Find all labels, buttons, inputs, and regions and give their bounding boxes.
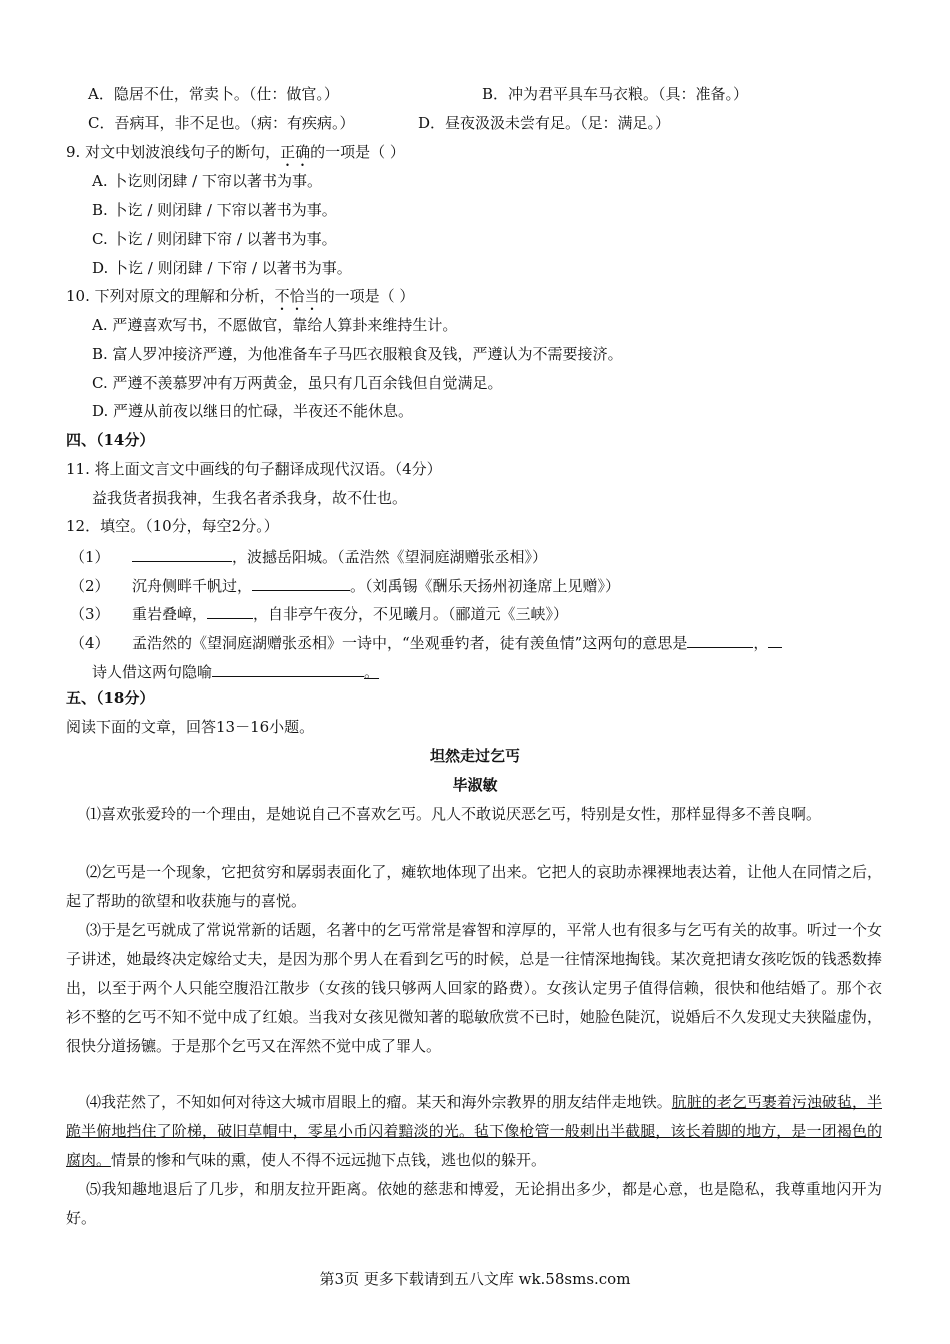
q9-stem bbox=[66, 142, 884, 170]
article-paragraph-4 bbox=[66, 1088, 882, 1175]
fill-blank-4a[interactable] bbox=[687, 631, 753, 648]
fill-text-4-line2-pre: 诗人借这两句隐喻 bbox=[92, 663, 213, 681]
article-paragraph-2: ⑵乞丐是一个现象，它把贫穷和孱弱表面化了，瘫软地体现了出来。它把人的哀助赤裸裸地表达着，让他人在同情之后，起了帮助的欲望和收获施与的喜悦。 bbox=[66, 863, 882, 910]
q8-option-b: B．冲为君平具车马衣粮。（具：准备。） bbox=[482, 85, 749, 103]
fill-text-4-end: 。 bbox=[364, 663, 380, 681]
section5-intro: 阅读下面的文章，回答13－16小题。 bbox=[66, 718, 315, 736]
p4-post: 情景的惨和气味的熏，使人不得不远远抛下点钱，逃也似的躲开。 bbox=[111, 1151, 547, 1169]
fill-blank-1[interactable] bbox=[132, 545, 232, 562]
q11-stem: 11. 将上面文言文中画线的句子翻译成现代汉语。（4分） bbox=[66, 460, 442, 478]
article-title: 坦然走过乞丐 bbox=[429, 747, 520, 765]
article-paragraph-5: ⑸我知趣地退后了几步，和朋友拉开距离。依她的慈悲和博爱，无论捐出多少，都是心意，也是隐私，我尊重地闪开为好。 bbox=[66, 1180, 882, 1227]
q9-stem-pre: 9. 对文中划波浪线句子的断句， bbox=[66, 143, 281, 161]
q8-option-c: C．吾病耳，非不足也。（病：有疾病。） bbox=[88, 114, 355, 132]
article-paragraph-1: ⑴喜欢张爱玲的一个理由，是她说自己不喜欢乞丐。凡人不敢说厌恶乞丐，特别是女性，那样显得多不善良啊。 bbox=[86, 805, 822, 823]
q9-stem-post: 的一项是（ ） bbox=[310, 143, 405, 161]
q10-option-c: C. 严遵不羡慕罗冲有万两黄金，虽只有几百余钱但自觉满足。 bbox=[92, 374, 503, 392]
fill-text-3-post: ，自非亭午夜分，不见曦月。（郦道元《三峡》） bbox=[253, 605, 569, 623]
q10-option-d: D. 严遵从前夜以继日的忙碌，半夜还不能休息。 bbox=[92, 402, 414, 420]
article-paragraph-3: ⑶于是乞丐就成了常说常新的话题，名著中的乞丐常常是睿智和淳厚的，平常人也有很多与乞丐有关的故事。听过一个女子讲述，她最终决定嫁给丈夫，是因为那个男人在看到乞丐的时候，总是一往情深地掏钱。某次竟把请女孩吃饭的钱悉数捧出，以至于两个人只能空腹沿江散步（女孩的钱只够两人回家的路费）。女孩认定男子值得信赖，很快和他结婚了。那个衣衫不整的乞丐不知不觉中成了红娘。当我对女孩见微知著的聪敏欣赏不已时，她脸色陡沉，说婚后不久发现丈夫狭隘虚伪，很快分道扬镳。于是那个乞丐又在浑然不觉中成了罪人。 bbox=[66, 921, 882, 1055]
p4-pre: ⑷我茫然了，不知如何对待这大城市眉眼上的瘤。某天和海外宗教界的朋友结伴走地铁。 bbox=[86, 1093, 672, 1111]
fill-item-2 bbox=[70, 574, 884, 596]
q8-option-a: A．隐居不仕，常卖卜。（仕：做官。） bbox=[88, 85, 339, 103]
section4-heading: 四、（14分） bbox=[66, 431, 155, 449]
fill-text-4-pre: 孟浩然的《望洞庭湖赠张丞相》一诗中，“坐观垂钓者，徒有羡鱼情”这两句的意思是 bbox=[132, 634, 688, 652]
q9-option-d: D. 卜讫 / 则闭肆 / 下帘 / 以著书为事。 bbox=[92, 259, 352, 277]
q9-option-a: A. 卜讫则闭肆 / 下帘以著书为事。 bbox=[92, 172, 322, 190]
fill-label-1: （1） bbox=[70, 548, 110, 566]
q12-stem: 12．填空。（10分，每空2分。） bbox=[66, 517, 279, 535]
fill-blank-4c[interactable] bbox=[212, 660, 364, 677]
fill-text-1: ，波撼岳阳城。（孟浩然《望洞庭湖赠张丞相》） bbox=[232, 548, 548, 566]
fill-item-1 bbox=[70, 545, 884, 567]
q11-sentence: 益我货者损我神，生我名者杀我身，故不仕也。 bbox=[92, 489, 408, 507]
fill-text-2-post: 。（刘禹锡《酬乐天扬州初逢席上见赠》） bbox=[350, 577, 621, 595]
page-footer: 第3页 更多下载请到五八文库 wk.58sms.com bbox=[319, 1270, 631, 1288]
q9-option-c: C. 卜讫 / 则闭肆下帘 / 以著书为事。 bbox=[92, 230, 337, 248]
fill-item-4 bbox=[70, 631, 782, 653]
fill-text-3-pre: 重岩叠嶂， bbox=[132, 605, 208, 623]
fill-label-3: （3） bbox=[70, 605, 110, 623]
section5-heading: 五、（18分） bbox=[66, 689, 155, 707]
article-author: 毕淑敏 bbox=[452, 776, 498, 794]
fill-label-4: （4） bbox=[70, 634, 110, 652]
q9-option-b: B. 卜讫 / 则闭肆 / 下帘以著书为事。 bbox=[92, 201, 337, 219]
fill-text-2-pre: 沉舟侧畔千帆过， bbox=[132, 577, 253, 595]
q10-stem-pre: 10. 下列对原文的理解和分析， bbox=[66, 287, 275, 305]
q10-option-b: B. 富人罗冲接济严遵，为他准备车子马匹衣服粮食及钱，严遵认为不需要接济。 bbox=[92, 345, 623, 363]
fill-blank-3[interactable] bbox=[207, 602, 253, 619]
fill-text-4-mid: ， bbox=[753, 634, 769, 652]
q10-option-a: A. 严遵喜欢写书，不愿做官，靠给人算卦来维持生计。 bbox=[92, 316, 458, 334]
fill-blank-2[interactable] bbox=[252, 574, 350, 591]
q9-stem-emph: 正确 bbox=[280, 143, 311, 161]
q8-option-d: D．昼夜汲汲未尝有足。（足：满足。） bbox=[418, 114, 671, 132]
p4-underlined: 肮脏的老乞丐裹着污浊破毡，半跪半俯地挡住了阶梯，破旧草帽中，零星小币闪着黯淡的光。毡下像枪管一般刺出半截腿，该长着脚的地方，是一团褐色的腐肉。 bbox=[66, 1093, 882, 1169]
q10-stem-emph: 不恰当 bbox=[274, 287, 320, 305]
fill-blank-4b[interactable] bbox=[768, 631, 782, 648]
fill-item-3 bbox=[70, 602, 884, 624]
q10-stem-post: 的一项是（ ） bbox=[319, 287, 415, 305]
q10-stem bbox=[66, 286, 884, 314]
fill-label-2: （2） bbox=[70, 577, 110, 595]
fill-item-4-line2 bbox=[92, 660, 884, 682]
